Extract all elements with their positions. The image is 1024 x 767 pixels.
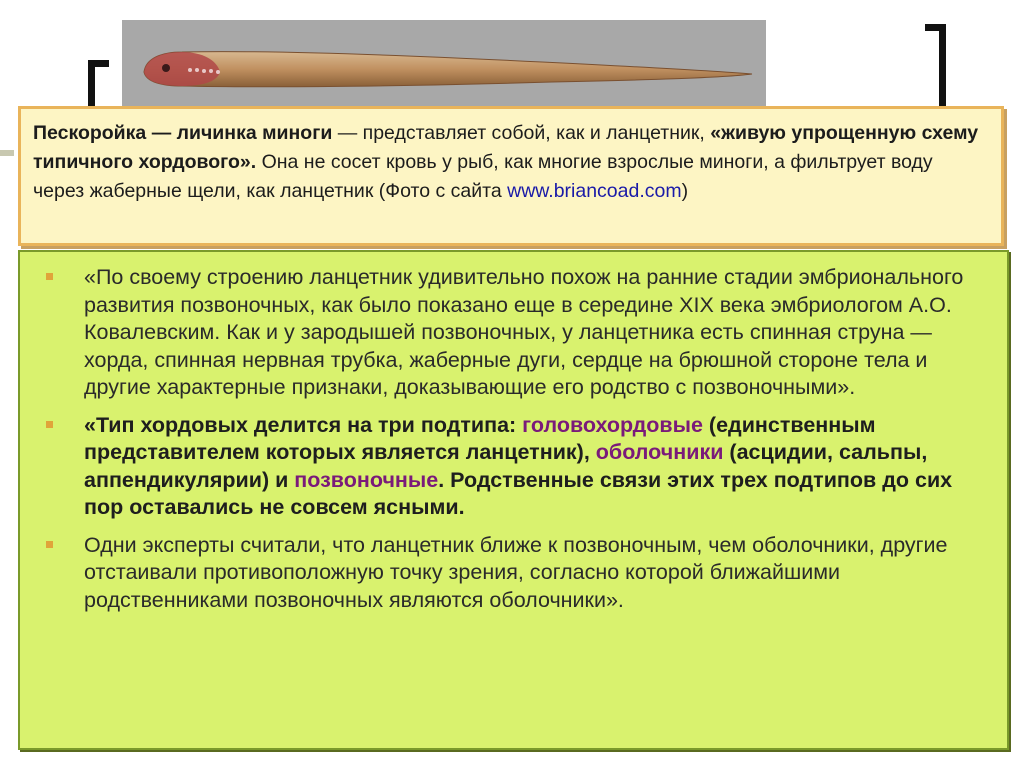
- list-item: [34, 264, 987, 402]
- square-bullet-icon: [46, 541, 53, 548]
- item-text-part: «Тип хордовых делится на три подтипа:: [84, 412, 523, 437]
- item-text: «По своему строению ланцетник удивительно похож на ранние стадии эмбрионального развития позвоночных, как было показано еще в середине XIX века эмбриологом А.О. Ковалевским. Как и у зародышей позвоночных, у ланцетника есть спинная струна — хорда, спинная нервная трубка, жаберные дуги, сердце на брюшной стороне тела и другие характерные признаки, доказывающие его родство с позвоночными».: [84, 265, 964, 399]
- caption-bold-1: Пескоройка — личинка миноги: [33, 122, 333, 144]
- item-text-part: (единственным представителем которых является ланцетник),: [84, 412, 876, 464]
- decorative-stub: [0, 150, 14, 156]
- right-bracket-decoration: [925, 24, 946, 111]
- caption-text-1: — представляет собой, как и ланцетник,: [332, 122, 711, 144]
- item-text: Одни эксперты считали, что ланцетник ближе к позвоночным, чем оболочники, другие отстаивали противоположную точку зрения, согласно которой ближайшими родственниками позвоночных являются оболочники».: [84, 532, 948, 612]
- subtype-cephalochordata: головохордовые: [522, 412, 703, 437]
- subtype-vertebrata: позвоночные: [294, 467, 439, 492]
- item-text-part: . Родственные связи этих трех подтипов до сих пор оставались не совсем ясными.: [84, 467, 953, 519]
- list-item: [34, 412, 987, 522]
- source-link[interactable]: www.briancoad.com: [507, 180, 682, 202]
- square-bullet-icon: [46, 273, 53, 280]
- item-text-part: (асцидии, сальпы, аппендикулярии) и: [84, 440, 928, 492]
- lamprey-larva-photo: [122, 20, 766, 112]
- main-text-box: [18, 250, 1009, 750]
- caption-text-2: Она не сосет кровь у рыб, как многие взрослые миноги, а фильтрует воду через жаберные щели, как ланцетник (Фото с сайта: [33, 151, 933, 202]
- caption-text-3: ): [681, 180, 689, 202]
- photo-caption: [18, 106, 1004, 246]
- subtype-tunicata: оболочники: [595, 440, 724, 464]
- square-bullet-icon: [46, 421, 53, 428]
- list-item: [34, 532, 987, 615]
- caption-bold-2: «живую упрощенную схему типичного хордового».: [33, 122, 979, 173]
